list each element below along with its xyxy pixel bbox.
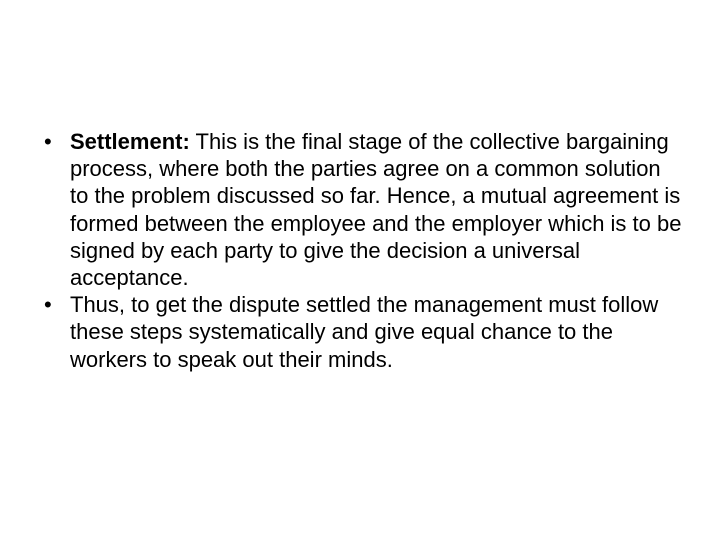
bullet-text: Thus, to get the dispute settled the management must follow these steps systematically and give equal chance to the workers to speak out their minds. [70, 292, 659, 372]
bullet-item-settlement [44, 128, 684, 291]
bullet-marker: • [44, 129, 52, 154]
bullet-list [44, 128, 684, 373]
bullet-text: This is the final stage of the collective bargaining process, where both the parties agree on a common solution to the problem discussed so far. Hence, a mutual agreement is formed between the employee and the employer which is to be signed by each party to give the decision a universal acceptance. [70, 129, 682, 291]
bullet-term: Settlement: [70, 129, 190, 154]
bullet-marker: • [44, 292, 52, 318]
bullet-item-thus [44, 291, 684, 373]
